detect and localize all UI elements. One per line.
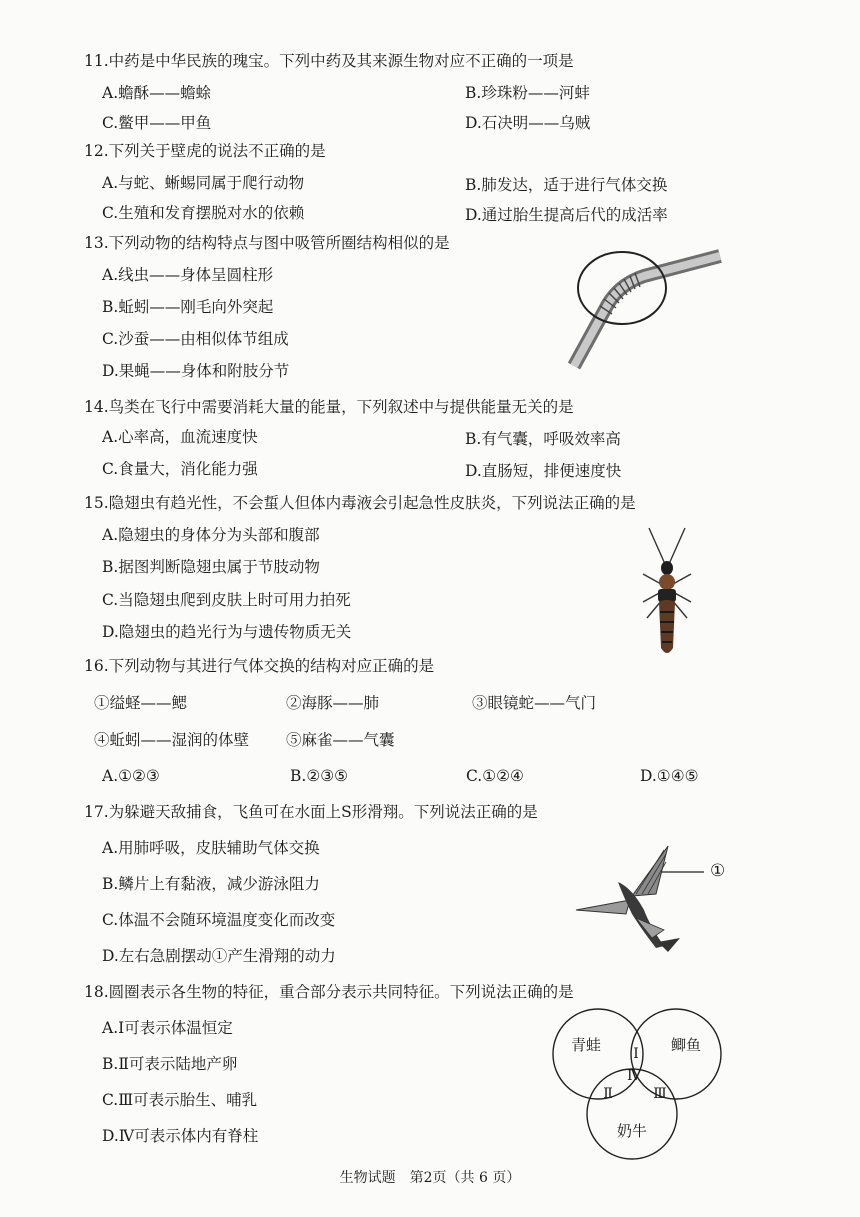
q12-stem: 12.下列关于壁虎的说法不正确的是 <box>84 142 326 160</box>
q12-option-a: A.与蛇、蜥蜴同属于爬行动物 <box>102 174 305 192</box>
q16-option-d: D.①④⑤ <box>640 767 699 785</box>
q15-option-a: A.隐翅虫的身体分为头部和腹部 <box>102 526 320 544</box>
q17-option-d: D.左右急剧摆动①产生滑翔的动力 <box>102 947 336 965</box>
q11-option-d: D.石决明——乌贼 <box>465 114 591 132</box>
q15-option-d: D.隐翅虫的趋光行为与遗传物质无关 <box>102 623 352 641</box>
q15-option-c: C.当隐翅虫爬到皮肤上时可用力拍死 <box>102 591 351 609</box>
venn-label-frog: 青蛙 <box>570 1036 602 1054</box>
q16-item-4: ④蚯蚓——湿润的体壁 <box>94 731 250 749</box>
venn-region-1: Ⅰ <box>633 1046 639 1062</box>
venn-label-fish: 鲫鱼 <box>670 1036 702 1054</box>
q14-option-c: C.食量大，消化能力强 <box>102 460 258 478</box>
q18-option-a: A.Ⅰ可表示体温恒定 <box>102 1019 233 1037</box>
q16-item-5: ⑤麻雀——气囊 <box>286 731 395 749</box>
venn-region-4: Ⅳ <box>627 1068 641 1084</box>
q11-stem: 11.中药是中华民族的瑰宝。下列中药及其来源生物对应不正确的一项是 <box>84 52 574 70</box>
q16-stem: 16.下列动物与其进行气体交换的结构对应正确的是 <box>84 657 435 675</box>
q18-stem: 18.圆圈表示各生物的特征，重合部分表示共同特征。下列说法正确的是 <box>84 983 574 1001</box>
q17-option-a: A.用肺呼吸，皮肤辅助气体交换 <box>102 839 320 857</box>
q14-option-d: D.直肠短，排便速度快 <box>465 462 622 480</box>
q16-option-c: C.①②④ <box>466 767 524 785</box>
q14-stem: 14.鸟类在飞行中需要消耗大量的能量，下列叙述中与提供能量无关的是 <box>84 398 574 416</box>
venn-region-2: Ⅱ <box>603 1086 613 1102</box>
q12-option-d: D.通过胎生提高后代的成活率 <box>465 206 668 224</box>
page-footer: 生物试题 第2页（共 6 页） <box>339 1170 521 1186</box>
q13-option-c: C.沙蚕——由相似体节组成 <box>102 330 289 348</box>
q11-option-b: B.珍珠粉——河蚌 <box>465 84 590 102</box>
q14-option-a: A.心率高，血流速度快 <box>102 428 258 446</box>
venn-circle-fish <box>631 1009 721 1099</box>
q15-stem: 15.隐翅虫有趋光性，不会蜇人但体内毒液会引起急性皮肤炎，下列说法正确的是 <box>84 494 636 512</box>
flying-fish-pointer-label: ① <box>710 861 726 881</box>
q12-option-b: B.肺发达，适于进行气体交换 <box>465 176 668 194</box>
bendy-straw-figure <box>560 244 730 370</box>
q11-option-a: A.蟾酥——蟾蜍 <box>102 84 212 102</box>
venn-label-cow: 奶牛 <box>616 1122 648 1140</box>
q17-option-c: C.体温不会随环境温度变化而改变 <box>102 911 336 929</box>
q13-option-b: B.蚯蚓——刚毛向外突起 <box>102 298 274 316</box>
q14-option-b: B.有气囊，呼吸效率高 <box>465 430 621 448</box>
flying-fish-figure <box>572 842 712 954</box>
venn-diagram <box>548 1006 738 1162</box>
q17-stem: 17.为躲避天敌捕食，飞鱼可在水面上S形滑翔。下列说法正确的是 <box>84 803 538 821</box>
q16-item-1: ①缢蛏——鳃 <box>94 694 188 712</box>
q11-option-c: C.鳖甲——甲鱼 <box>102 114 212 132</box>
q16-option-b: B.②③⑤ <box>290 767 349 785</box>
q13-option-d: D.果蝇——身体和附肢分节 <box>102 362 290 380</box>
rove-beetle-figure <box>635 524 699 658</box>
q12-option-c: C.生殖和发育摆脱对水的依赖 <box>102 204 305 222</box>
q13-stem: 13.下列动物的结构特点与图中吸管所圈结构相似的是 <box>84 234 450 252</box>
q16-option-a: A.①②③ <box>102 767 160 785</box>
q16-item-3: ③眼镜蛇——气门 <box>472 694 597 712</box>
q13-option-a: A.线虫——身体呈圆柱形 <box>102 266 274 284</box>
venn-region-3: Ⅲ <box>653 1086 667 1102</box>
q18-option-c: C.Ⅲ可表示胎生、哺乳 <box>102 1091 258 1109</box>
q16-item-2: ②海豚——肺 <box>286 694 380 712</box>
q18-option-b: B.Ⅱ可表示陆地产卵 <box>102 1055 238 1073</box>
q18-option-d: D.Ⅳ可表示体内有脊柱 <box>102 1127 259 1145</box>
q17-option-b: B.鳞片上有黏液，减少游泳阻力 <box>102 875 320 893</box>
q15-option-b: B.据图判断隐翅虫属于节肢动物 <box>102 558 320 576</box>
